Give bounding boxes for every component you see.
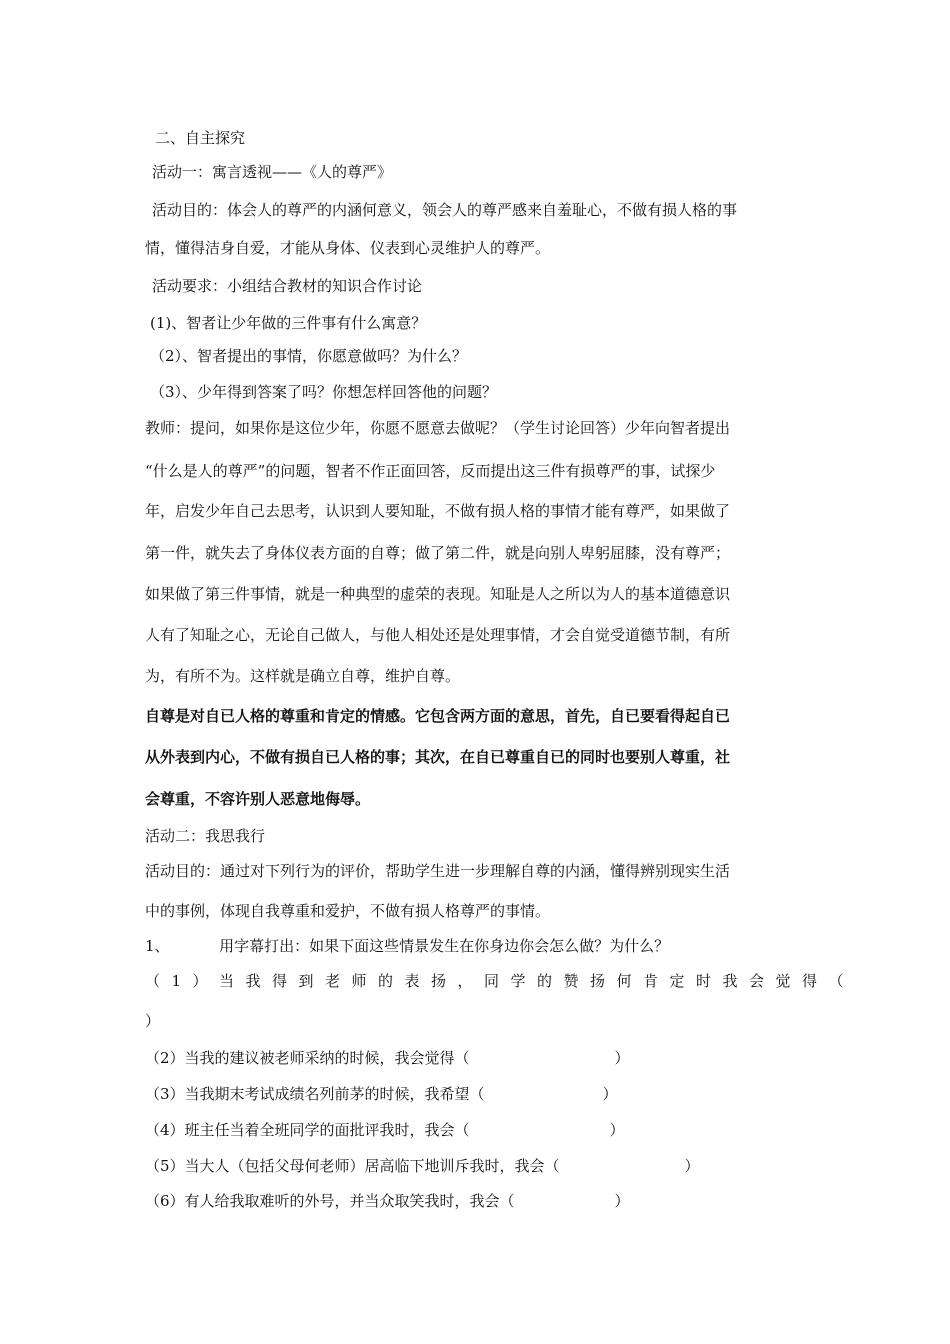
key-point-line-3: 会尊重，不容许别人恶意地侮辱。 xyxy=(145,790,371,808)
scenario-1-line-1: （1）当我得到老师的表扬，同学的赞扬何肯定时我会觉得（ xyxy=(145,972,856,990)
activity2-title: 活动二：我思我行 xyxy=(145,827,266,845)
teacher-line-5: 如果做了第三件事情，就是一种典型的虚荣的表现。知耻是人之所以为人的基本道德意识 xyxy=(145,585,731,603)
activity2-goal-line-1: 活动目的：通过对下列行为的评价，帮助学生进一步理解自尊的内涵，懂得辨别现实生活 xyxy=(145,862,731,880)
scenario-text: （6）有人给我取难听的外号，并当众取笑我时，我会（ xyxy=(145,1192,515,1210)
scenario-text: （2）当我的建议被老师采纳的时候，我会觉得（ xyxy=(145,1049,470,1067)
teacher-line-3: 年，启发少年自己去思考，认识到人要知耻，不做有损人格的事情才能有尊严，如果做了 xyxy=(145,502,731,520)
item-number: 1、 xyxy=(145,937,170,955)
question-2: （2）、智者提出的事情，你愿意做吗？为什么？ xyxy=(150,347,468,365)
activity2-goal-line-2: 中的事例，体现自我尊重和爱护，不做有损人格尊严的事情。 xyxy=(145,902,551,920)
teacher-line-7: 为，有所不为。这样就是确立自尊，维护自尊。 xyxy=(145,667,461,685)
activity2-item-1 xyxy=(145,935,815,957)
scenario-close: ） xyxy=(614,1049,630,1067)
teacher-line-6: 人有了知耻之心，无论自己做人，与他人相处还是处理事情，才会自觉受道德节制，有所 xyxy=(145,626,731,644)
activity1-goal-line-2: 情，懂得洁身自爱，才能从身体、仪表到心灵维护人的尊严。 xyxy=(145,239,551,257)
section-heading: 二、自主探究 xyxy=(155,129,246,147)
scenario-text: （3）当我期末考试成绩名列前茅的时候，我希望（ xyxy=(145,1085,485,1103)
item-text: 用字幕打出：如果下面这些情景发生在你身边你会怎么做？为什么？ xyxy=(219,937,670,955)
scenario-3 xyxy=(145,1083,815,1105)
teacher-line-4: 第一件，就失去了身体仪表方面的自尊；做了第二件，就是向别人卑躬屈膝，没有尊严； xyxy=(145,544,731,562)
scenario-4 xyxy=(145,1119,815,1141)
scenario-6 xyxy=(145,1190,815,1212)
activity1-title: 活动一：寓言透视——《人的尊严》 xyxy=(152,163,393,181)
scenario-close: ） xyxy=(609,1121,625,1139)
key-point-line-2: 从外表到内心，不做有损自已人格的事；其次，在自已尊重自已的同时也要别人尊重，社 xyxy=(145,748,731,766)
scenario-text: （4）班主任当着全班同学的面批评我时，我会（ xyxy=(145,1121,470,1139)
teacher-line-1: 教师：提问，如果你是这位少年，你愿不愿意去做呢？（学生讨论回答）少年向智者提出 xyxy=(145,419,731,437)
scenario-1-line-2: ） xyxy=(145,1012,161,1030)
activity1-goal-line-1: 活动目的：体会人的尊严的内涵何意义，领会人的尊严感来自羞耻心，不做有损人格的事 xyxy=(152,201,738,219)
question-1: (1)、智者让少年做的三件事有什么寓意？ xyxy=(150,314,427,332)
question-3: （3）、少年得到答案了吗？你想怎样回答他的问题？ xyxy=(150,383,498,401)
scenario-close: ） xyxy=(684,1157,700,1175)
key-point-line-1: 自尊是对自已人格的尊重和肯定的情感。它包含两方面的意思，首先，自已要看得起自已 xyxy=(145,707,731,725)
scenario-5 xyxy=(145,1155,815,1177)
scenario-text: （5）当大人（包括父母何老师）居高临下地训斥我时，我会（ xyxy=(145,1157,560,1175)
scenario-2 xyxy=(145,1047,815,1069)
activity1-requirement: 活动要求：小组结合教材的知识合作讨论 xyxy=(152,277,423,295)
teacher-line-2: “什么是人的尊严”的问题，智者不作正面回答，反而提出这三件有损尊严的事，试探少 xyxy=(145,462,716,480)
scenario-close: ） xyxy=(614,1192,630,1210)
scenario-close: ） xyxy=(602,1085,618,1103)
